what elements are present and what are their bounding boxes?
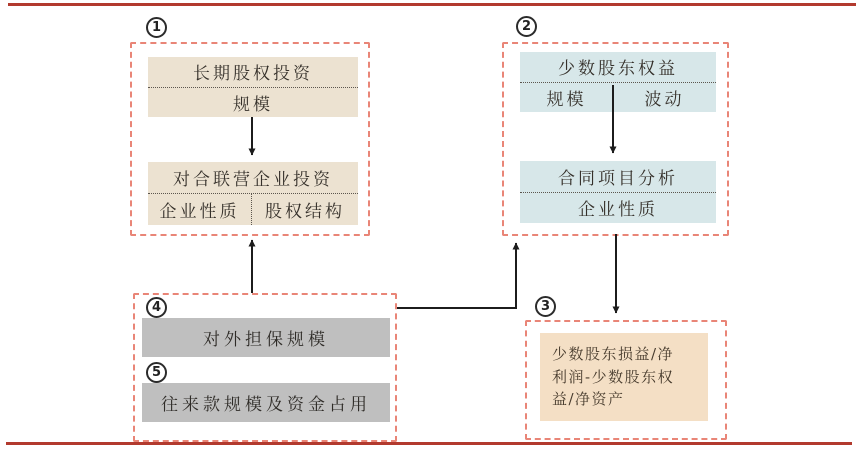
jv-investment-title: 对合联营企业投资 bbox=[173, 170, 333, 190]
minority-interest-title: 少数股东权益 bbox=[558, 59, 678, 80]
contract-project-box bbox=[520, 161, 716, 223]
top-rule-line bbox=[8, 3, 856, 6]
contract-project-title: 合同项目分析 bbox=[558, 168, 678, 189]
enterprise-nature-label: 企业性质 bbox=[520, 192, 716, 224]
ratio-text-line2: 利润-少数股东权 bbox=[552, 367, 675, 386]
minority-ratio-box bbox=[540, 333, 708, 421]
long-term-equity-box bbox=[148, 57, 358, 117]
enterprise-nature-cell: 企业性质 bbox=[148, 194, 252, 225]
circled-number-4: 4 bbox=[146, 297, 167, 318]
volatility-cell: 波动 bbox=[644, 89, 685, 110]
scale-cell: 规模 bbox=[546, 89, 587, 110]
circled-number-1: 1 bbox=[146, 17, 167, 38]
minority-interest-box bbox=[520, 52, 716, 112]
receivables-occupation-label: 往来款规模及资金占用 bbox=[161, 395, 371, 415]
arrow-panel45-to-panel2 bbox=[397, 243, 516, 308]
external-guarantee-box bbox=[142, 318, 390, 357]
external-guarantee-label: 对外担保规模 bbox=[203, 330, 329, 350]
circled-number-3: 3 bbox=[535, 296, 556, 317]
ratio-text-line3: 益/净资产 bbox=[552, 390, 625, 408]
equity-structure-cell: 股权结构 bbox=[265, 202, 345, 222]
long-term-equity-title: 长期股权投资 bbox=[193, 64, 313, 85]
ratio-text-line1: 少数股东损益/净 bbox=[552, 345, 675, 363]
receivables-occupation-box bbox=[142, 383, 390, 422]
circled-number-2: 2 bbox=[516, 16, 537, 37]
scale-label: 规模 bbox=[148, 87, 358, 118]
bottom-rule-line bbox=[6, 442, 852, 445]
circled-number-5: 5 bbox=[146, 362, 167, 383]
jv-investment-box bbox=[148, 162, 358, 225]
